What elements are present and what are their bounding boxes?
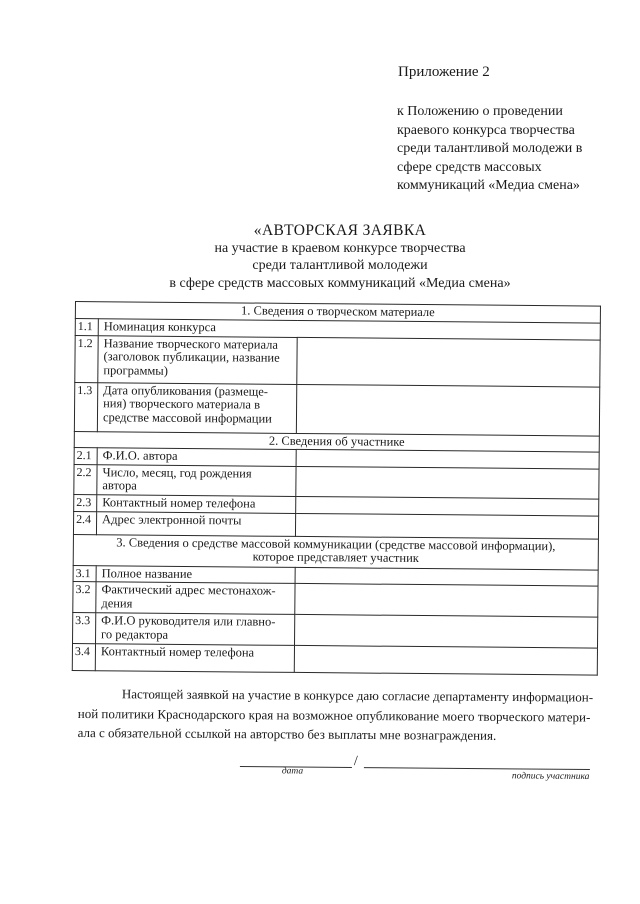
row-label-line: Номинация конкурса	[103, 318, 216, 334]
row-label-line: Контактный номер телефона	[100, 644, 255, 660]
consent-line: ала с обязательной ссылкой на авторство без выплаты мне вознаграждения.	[77, 724, 497, 743]
value-field[interactable]	[294, 645, 597, 675]
row-label-line: Фактический адрес местонахож-	[101, 582, 276, 598]
row-label-line: дения	[101, 595, 133, 611]
appendix-reference-line: краевого конкурса творчества	[397, 122, 575, 138]
signature-caption: подпись участника	[511, 771, 590, 783]
row-label	[96, 582, 295, 615]
application-form-table	[72, 301, 601, 676]
signature-block	[240, 753, 600, 790]
row-label	[95, 644, 294, 673]
document-subtitle-line: среди талантливой молодежи	[252, 258, 428, 273]
value-field[interactable]	[297, 337, 600, 387]
row-label-line: Полное название	[101, 565, 193, 581]
section-1-title: 1. Сведения о творческом материале	[75, 302, 600, 323]
row-label-line: Ф.И.О руководителя или главно-	[101, 613, 276, 629]
value-field[interactable]	[296, 384, 599, 436]
row-number: 2.2	[74, 464, 97, 494]
row-label	[97, 464, 296, 496]
row-number: 3.1	[73, 565, 96, 582]
row-label-line: средстве массовой информации	[102, 409, 272, 426]
table-row	[73, 612, 598, 648]
row-label	[96, 565, 295, 583]
row-number: 2.3	[74, 494, 97, 511]
appendix-title: Приложение 2	[398, 64, 490, 80]
value-field[interactable]	[295, 583, 598, 617]
row-label	[96, 613, 295, 646]
row-label-line: Дата опубликования (размеще-	[103, 382, 269, 399]
section-3-title-line: 3. Сведения о средстве массовой коммуникации (средстве массовой информации),	[116, 534, 556, 553]
section-2-title: 2. Сведения об участнике	[74, 431, 599, 452]
row-label-line: Название творческого материала	[103, 335, 279, 352]
row-label	[96, 511, 295, 536]
appendix-reference-line: коммуникаций «Медиа смена»	[397, 178, 580, 193]
section-3-title	[73, 534, 598, 570]
row-number: 3.3	[73, 612, 96, 643]
row-number: 1.3	[74, 382, 97, 431]
value-field[interactable]	[296, 466, 599, 499]
row-label-line: Ф.И.О. автора	[102, 448, 178, 463]
row-label	[97, 494, 296, 513]
section-3-title-line: которое представляет участник	[252, 549, 419, 566]
appendix-reference	[397, 103, 637, 196]
table-row	[75, 335, 600, 387]
document-title: «АВТОРСКАЯ ЗАЯВКА	[253, 222, 427, 239]
row-number: 2.1	[74, 447, 97, 464]
row-number: 2.4	[73, 511, 96, 534]
row-label-line: Контактный номер телефона	[102, 494, 256, 511]
date-caption: дата	[281, 766, 304, 777]
row-label-line: Число, месяц, год рождения	[102, 464, 252, 481]
table-row	[73, 581, 598, 617]
value-field[interactable]	[295, 513, 598, 539]
document-subtitle-line: на участие в краевом конкурсе творчества	[214, 240, 466, 256]
value-field[interactable]	[295, 614, 598, 648]
table-row	[74, 464, 599, 499]
row-label-line: автора	[102, 478, 137, 493]
appendix-reference-line: сфере средств массовых	[397, 159, 542, 175]
consent-line: ной политики Краснодарского края на возможное опубликование моего творческого матери-	[77, 705, 591, 725]
table-row	[74, 382, 599, 436]
row-label-line: программы)	[103, 362, 168, 378]
row-number: 1.2	[75, 335, 98, 382]
document-heading	[80, 222, 600, 292]
row-label	[98, 335, 297, 384]
row-label-line: го редактора	[101, 626, 169, 642]
signature-line[interactable]	[364, 767, 590, 770]
consent-paragraph	[78, 684, 608, 746]
row-number: 3.2	[73, 581, 96, 612]
row-number: 1.1	[75, 318, 98, 335]
section-header-row	[73, 534, 598, 570]
table-row	[72, 643, 597, 675]
row-label	[97, 382, 296, 433]
row-label-line: (заголовок публикации, название	[103, 349, 280, 365]
row-label-line: ния) творческого материала в	[103, 396, 261, 412]
document-subtitle-line: в сфере средств массовых коммуникаций «Медиа смена»	[169, 275, 511, 291]
appendix-reference-line: среди талантливой молодежи в	[397, 141, 583, 156]
row-label	[97, 448, 296, 466]
signature-separator: /	[353, 753, 358, 770]
consent-line: Настоящей заявкой на участие в конкурсе даю согласие департаменту информацион-	[121, 686, 594, 705]
appendix-reference-line: к Положению о проведении	[397, 104, 563, 119]
row-label-line: Адрес электронной почты	[102, 511, 242, 527]
row-number: 3.4	[72, 643, 95, 670]
